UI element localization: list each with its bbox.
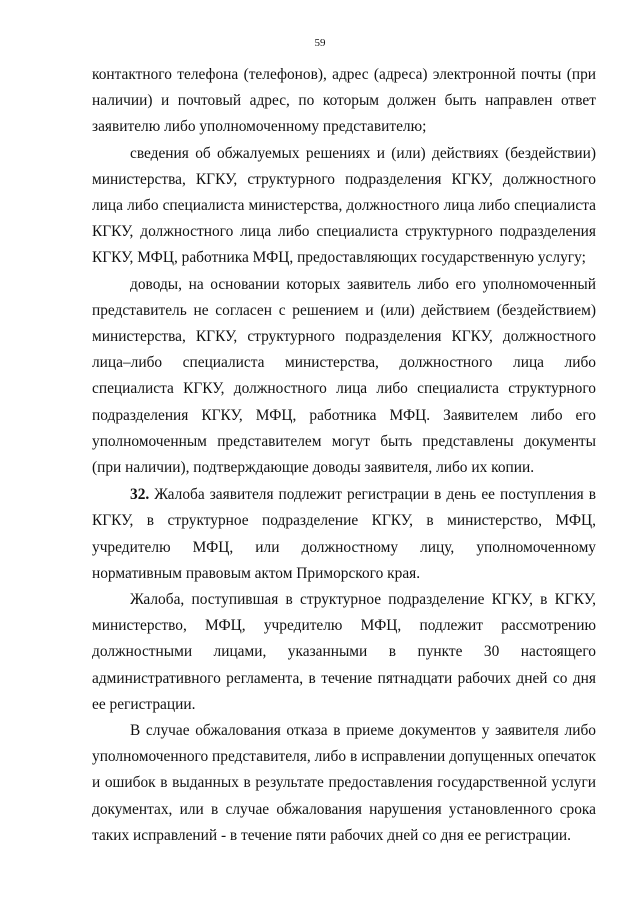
paragraph-arguments: доводы, на основании которых заявитель либо его уполномоченный представитель не согласен с решением и (или) действием (бездействием) министерства, КГКУ, структурного подразделения КГКУ, должностного лица–либо специалиста министерства, должностного лица либо специалиста КГКУ, должностного лица либо специалиста структурного подразделения КГКУ, МФЦ, работника МФЦ. Заявителем либо его уполномоченным представителем могут быть представлены документы (при наличии), подтверждающие доводы заявителя, либо их копии. [92,275,596,477]
paragraph-appealed-decisions: сведения об обжалуемых решениях и (или) действиях (бездействии) министерства, КГКУ, структурного подразделения КГКУ, должностного лица либо специалиста министерства, должностного лица либо специалиста КГКУ, должностного лица либо специалиста структурного подразделения КГКУ, МФЦ, работника МФЦ, предоставляющих государственную услугу; [92,144,596,267]
document-body [92,62,596,849]
paragraph-complaint-registration [92,482,596,587]
paragraph-refusal-appeal: В случае обжалования отказа в приеме документов у заявителя либо уполномоченного представителя, либо в исправлении допущенных опечаток и ошибок в выданных в результате предоставления государственной услуги документах, или в случае обжалования нарушения установленного срока таких исправлений - в течение пяти рабочих дней со дня ее регистрации. [92,722,596,844]
paragraph-review-period: Жалоба, поступившая в структурное подразделение КГКУ, в КГКУ, министерство, МФЦ, учредителю МФЦ, подлежит рассмотрению должностными лицами, указанными в пункте 30 настоящего административного регламента, в течение пятнадцати рабочих дней со дня ее регистрации. [92,591,596,713]
page-number: 59 [314,37,326,49]
paragraph-contact-details: контактного телефона (телефонов), адрес (адреса) электронной почты (при наличии) и почтовый адрес, по которым должен быть направлен ответ заявителю либо уполномоченному представителю; [92,66,596,136]
paragraph-text: Жалоба заявителя подлежит регистрации в день ее поступления в КГКУ, в структурное подразделение КГКУ, в министерство, МФЦ, учредителю МФЦ, или должностному лицу, уполномоченному нормативным правовым актом Приморского края. [92,486,596,582]
clause-number: 32. [130,486,150,504]
